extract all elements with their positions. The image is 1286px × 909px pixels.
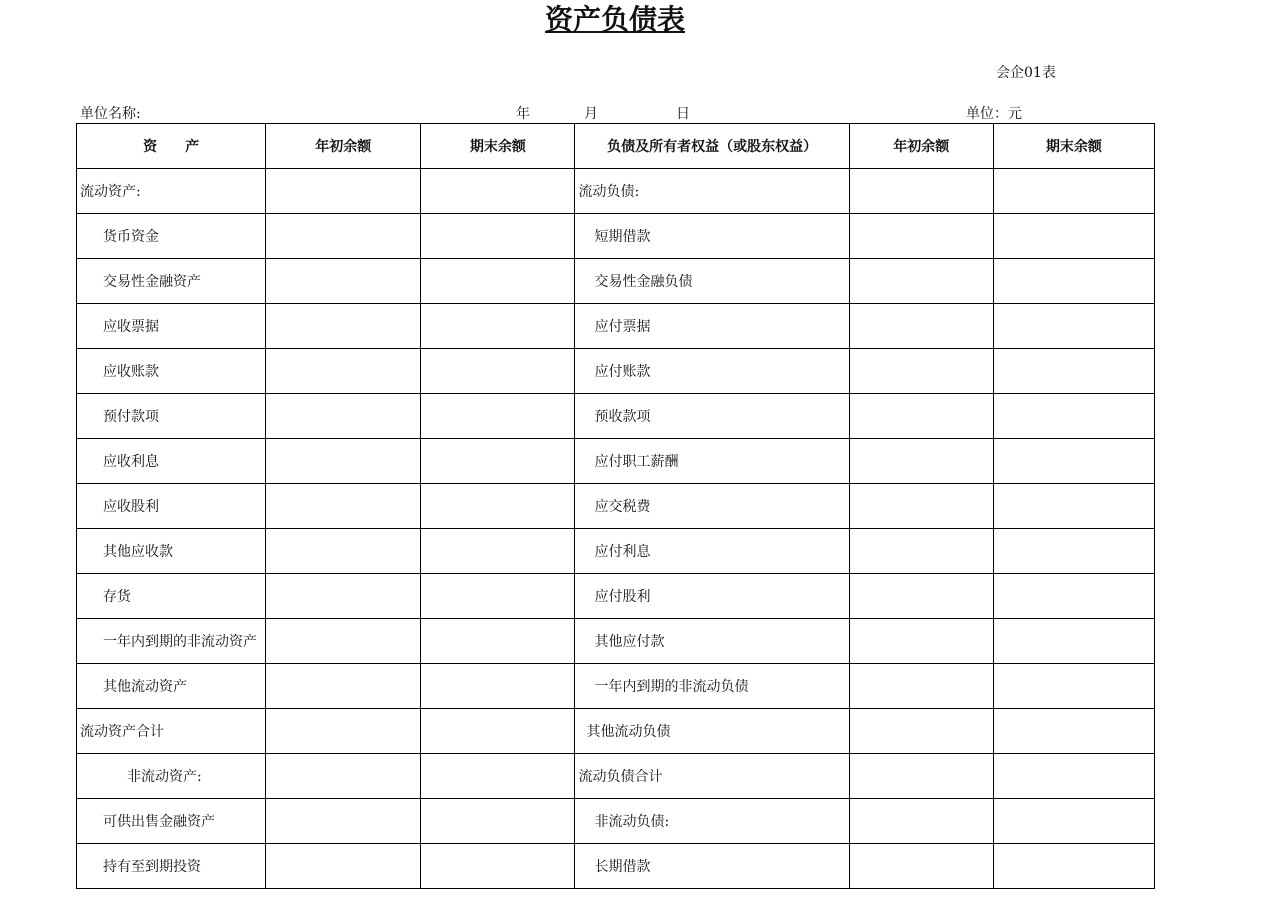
asset-closing-cell[interactable]	[421, 664, 575, 709]
liability-item-text: 短期借款	[594, 229, 651, 245]
asset-item-label	[77, 709, 266, 754]
liability-item-label	[575, 349, 849, 394]
asset-item-text: 非流动资产:	[127, 769, 202, 785]
table-row	[77, 664, 1155, 709]
liability-opening-cell[interactable]	[849, 394, 993, 439]
liability-opening-cell[interactable]	[849, 799, 993, 844]
asset-item-text: 持有至到期投资	[103, 859, 201, 875]
liability-closing-cell[interactable]	[993, 529, 1154, 574]
asset-opening-cell[interactable]	[266, 484, 421, 529]
liability-opening-cell[interactable]	[849, 304, 993, 349]
liability-item-label	[575, 844, 849, 889]
asset-closing-cell[interactable]	[421, 169, 575, 214]
asset-item-label	[77, 439, 266, 484]
liability-item-text: 应付账款	[594, 364, 651, 380]
date-year-label: 年	[516, 106, 530, 122]
liability-opening-cell[interactable]	[849, 529, 993, 574]
asset-opening-cell[interactable]	[266, 664, 421, 709]
table-row	[77, 439, 1155, 484]
asset-closing-cell[interactable]	[421, 304, 575, 349]
asset-opening-cell[interactable]	[266, 169, 421, 214]
liability-item-label	[575, 754, 849, 799]
table-row	[77, 214, 1155, 259]
asset-item-label	[77, 484, 266, 529]
asset-opening-cell[interactable]	[266, 529, 421, 574]
asset-item-label	[77, 394, 266, 439]
liability-item-text: 流动负债:	[578, 184, 640, 200]
table-row	[77, 529, 1155, 574]
liability-opening-cell[interactable]	[849, 709, 993, 754]
balance-sheet-table	[76, 123, 1155, 889]
liability-closing-cell[interactable]	[993, 214, 1154, 259]
asset-opening-cell[interactable]	[266, 619, 421, 664]
liability-closing-cell[interactable]	[993, 349, 1154, 394]
asset-closing-cell[interactable]	[421, 844, 575, 889]
asset-item-label	[77, 169, 266, 214]
liability-closing-cell[interactable]	[993, 709, 1154, 754]
liability-item-text: 一年内到期的非流动负债	[594, 679, 749, 695]
liability-item-text: 长期借款	[594, 859, 651, 875]
asset-opening-cell[interactable]	[266, 754, 421, 799]
asset-item-label	[77, 529, 266, 574]
liability-item-label	[575, 529, 849, 574]
asset-item-label	[77, 214, 266, 259]
liability-closing-cell[interactable]	[993, 304, 1154, 349]
asset-item-label	[77, 259, 266, 304]
liability-opening-cell[interactable]	[849, 349, 993, 394]
liability-opening-cell[interactable]	[849, 484, 993, 529]
liability-closing-cell[interactable]	[993, 619, 1154, 664]
asset-closing-cell[interactable]	[421, 709, 575, 754]
header-liability-opening-balance: 年初余额	[849, 124, 993, 169]
header-liability-closing-balance: 期末余额	[993, 124, 1154, 169]
liability-item-label	[575, 484, 849, 529]
liability-item-label	[575, 394, 849, 439]
liability-closing-cell[interactable]	[993, 754, 1154, 799]
header-liabilities-equity: 负债及所有者权益（或股东权益）	[575, 124, 849, 169]
liability-item-text: 应交税费	[594, 499, 651, 515]
header-assets: 资 产	[77, 124, 266, 169]
asset-closing-cell[interactable]	[421, 529, 575, 574]
liability-item-label	[575, 214, 849, 259]
asset-closing-cell[interactable]	[421, 349, 575, 394]
asset-opening-cell[interactable]	[266, 349, 421, 394]
liability-item-label	[575, 304, 849, 349]
liability-opening-cell[interactable]	[849, 214, 993, 259]
asset-opening-cell[interactable]	[266, 709, 421, 754]
asset-closing-cell[interactable]	[421, 754, 575, 799]
liability-item-text: 预收款项	[594, 409, 651, 425]
liability-item-label	[575, 169, 849, 214]
liability-opening-cell[interactable]	[849, 169, 993, 214]
liability-item-text: 其他应付款	[594, 634, 665, 650]
asset-item-text: 其他流动资产	[103, 679, 187, 695]
liability-closing-cell[interactable]	[993, 439, 1154, 484]
table-row	[77, 259, 1155, 304]
asset-closing-cell[interactable]	[421, 394, 575, 439]
liability-opening-cell[interactable]	[849, 664, 993, 709]
liability-closing-cell[interactable]	[993, 484, 1154, 529]
asset-closing-cell[interactable]	[421, 619, 575, 664]
table-row	[77, 574, 1155, 619]
liability-item-label	[575, 619, 849, 664]
asset-opening-cell[interactable]	[266, 394, 421, 439]
asset-opening-cell[interactable]	[266, 844, 421, 889]
asset-item-text: 其他应收款	[103, 544, 173, 560]
liability-item-text: 其他流动负债	[586, 724, 671, 740]
date-month-label: 月	[584, 106, 598, 122]
liability-opening-cell[interactable]	[849, 844, 993, 889]
asset-item-text: 货币资金	[103, 229, 159, 245]
table-row	[77, 619, 1155, 664]
asset-item-text: 应收利息	[103, 454, 159, 470]
asset-item-text: 流动资产:	[80, 184, 141, 200]
table-row	[77, 709, 1155, 754]
report-title: 资产负债表	[544, 3, 685, 36]
liability-item-text: 应付票据	[594, 319, 651, 335]
header-row	[77, 124, 1155, 169]
liability-item-label	[575, 664, 849, 709]
asset-item-text: 应收股利	[103, 499, 159, 515]
liability-closing-cell[interactable]	[993, 664, 1154, 709]
table-row	[77, 304, 1155, 349]
asset-item-label	[77, 844, 266, 889]
asset-item-text: 存货	[103, 589, 131, 605]
asset-item-text: 预付款项	[103, 409, 159, 425]
liability-item-label	[575, 259, 849, 304]
asset-closing-cell[interactable]	[421, 799, 575, 844]
liability-closing-cell[interactable]	[993, 394, 1154, 439]
asset-item-text: 应收票据	[103, 319, 159, 335]
asset-item-text: 一年内到期的非流动资产	[103, 634, 257, 650]
liability-closing-cell[interactable]	[993, 259, 1154, 304]
liability-item-text: 流动负债合计	[578, 769, 663, 785]
liability-opening-cell[interactable]	[849, 439, 993, 484]
table-row	[77, 169, 1155, 214]
table-row	[77, 754, 1155, 799]
liability-opening-cell[interactable]	[849, 619, 993, 664]
liability-item-label	[575, 709, 849, 754]
asset-opening-cell[interactable]	[266, 439, 421, 484]
asset-closing-cell[interactable]	[421, 484, 575, 529]
header-asset-closing-balance: 期末余额	[421, 124, 575, 169]
asset-opening-cell[interactable]	[266, 574, 421, 619]
asset-item-label	[77, 664, 266, 709]
asset-opening-cell[interactable]	[266, 259, 421, 304]
liability-item-text: 非流动负债:	[594, 814, 670, 830]
asset-closing-cell[interactable]	[421, 214, 575, 259]
asset-item-text: 可供出售金融资产	[103, 814, 215, 830]
liability-item-text: 应付股利	[594, 589, 651, 605]
liability-item-text: 应付利息	[594, 544, 651, 560]
asset-item-label	[77, 574, 266, 619]
liability-opening-cell[interactable]	[849, 259, 993, 304]
date-day-label: 日	[676, 106, 690, 122]
liability-item-label	[575, 799, 849, 844]
liability-item-text: 应付职工薪酬	[594, 454, 679, 470]
liability-item-label	[575, 574, 849, 619]
asset-opening-cell[interactable]	[266, 799, 421, 844]
table-row	[77, 484, 1155, 529]
liability-closing-cell[interactable]	[993, 574, 1154, 619]
table-row	[77, 799, 1155, 844]
asset-item-text: 交易性金融资产	[103, 274, 201, 290]
currency-unit-label: 单位：元	[966, 106, 1022, 122]
liability-opening-cell[interactable]	[849, 574, 993, 619]
header-asset-opening-balance: 年初余额	[266, 124, 421, 169]
liability-opening-cell[interactable]	[849, 754, 993, 799]
asset-item-label	[77, 349, 266, 394]
liability-closing-cell[interactable]	[993, 799, 1154, 844]
asset-item-label	[77, 619, 266, 664]
asset-item-text: 应收账款	[103, 364, 159, 380]
liability-item-text: 交易性金融负债	[594, 274, 693, 290]
table-row	[77, 349, 1155, 394]
liability-closing-cell[interactable]	[993, 844, 1154, 889]
liability-closing-cell[interactable]	[993, 169, 1154, 214]
form-code: 会企01表	[996, 65, 1056, 81]
unit-name-label: 单位名称:	[80, 106, 141, 122]
asset-closing-cell[interactable]	[421, 439, 575, 484]
asset-item-label	[77, 754, 266, 799]
asset-item-text: 流动资产合计	[80, 724, 164, 740]
table-row	[77, 394, 1155, 439]
asset-closing-cell[interactable]	[421, 259, 575, 304]
asset-item-label	[77, 304, 266, 349]
asset-opening-cell[interactable]	[266, 304, 421, 349]
asset-opening-cell[interactable]	[266, 214, 421, 259]
liability-item-label	[575, 439, 849, 484]
asset-item-label	[77, 799, 266, 844]
asset-closing-cell[interactable]	[421, 574, 575, 619]
table-row	[77, 844, 1155, 889]
